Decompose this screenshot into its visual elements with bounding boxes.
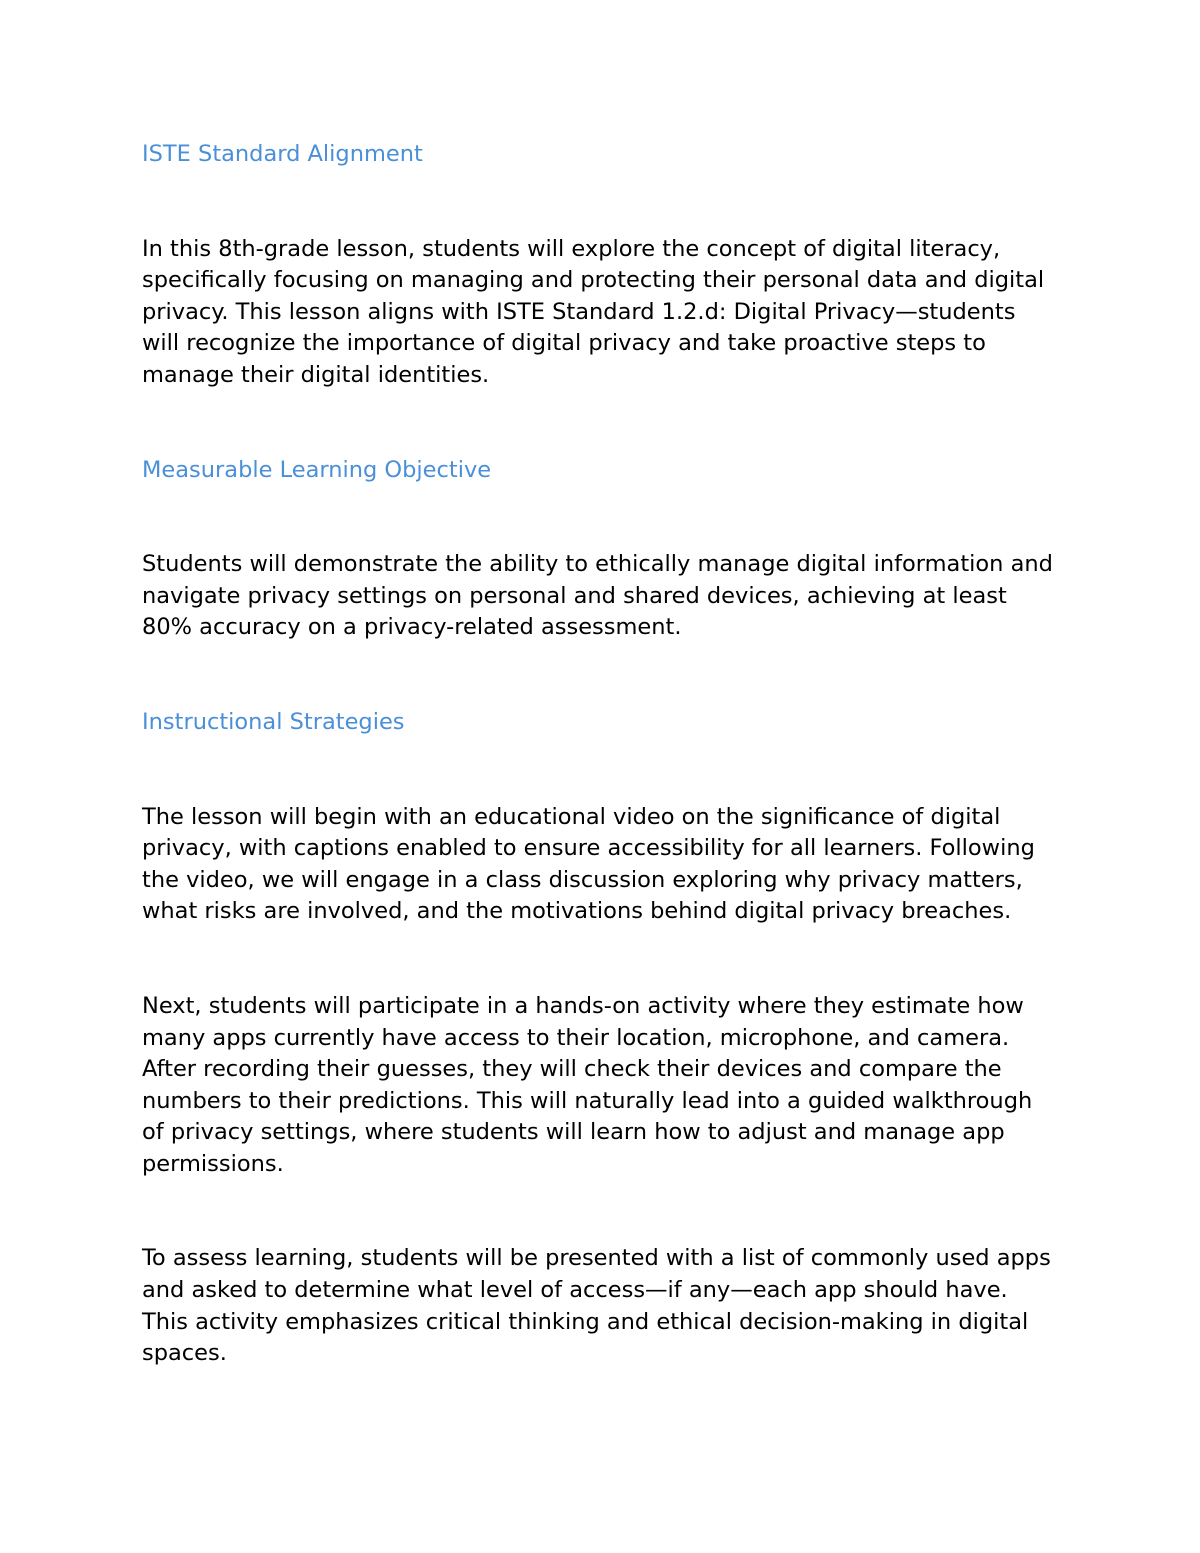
document-content — [142, 139, 1057, 1370]
paragraph-strategy-assessment: To assess learning, students will be presented with a list of commonly used apps and asked to determine what level of access—if any—each app should have. This activity emphasizes critical thinking and ethical decision-making in digital spaces. — [142, 1245, 1051, 1367]
heading-iste-standard-alignment: ISTE Standard Alignment — [142, 141, 423, 167]
paragraph-strategy-video-discussion: The lesson will begin with an educational video on the significance of digital privacy, with captions enabled to ensure accessibility for all learners. Following the video, we will engage in a class discussion exploring why privacy matters, what risks are involved, and the motivations behind digital privacy breaches. — [142, 803, 1035, 925]
heading-instructional-strategies: Instructional Strategies — [142, 708, 405, 735]
paragraph-standard-alignment: In this 8th-grade lesson, students will explore the concept of digital literacy, specifically focusing on managing and protecting their personal data and digital privacy. This lesson aligns with ISTE Standard 1.2.d: Digital Privacy—students will recognize the importance of digital privacy and take proactive steps to manage their digital identities. — [142, 235, 1045, 388]
paragraph-strategy-hands-on-activity: Next, students will participate in a hands-on activity where they estimate how many apps currently have access to their location, microphone, and camera. After recording their guesses, they will check their devices and compare the numbers to their predictions. This will naturally lead into a guided walkthrough of privacy settings, where students will learn how to adjust and manage app permissions. — [142, 992, 1033, 1177]
paragraph-learning-objective: Students will demonstrate the ability to ethically manage digital information and navigate privacy settings on personal and shared devices, achieving at least 80% accuracy on a privacy-related assessment. — [142, 551, 1053, 641]
heading-measurable-learning-objective: Measurable Learning Objective — [142, 456, 492, 483]
